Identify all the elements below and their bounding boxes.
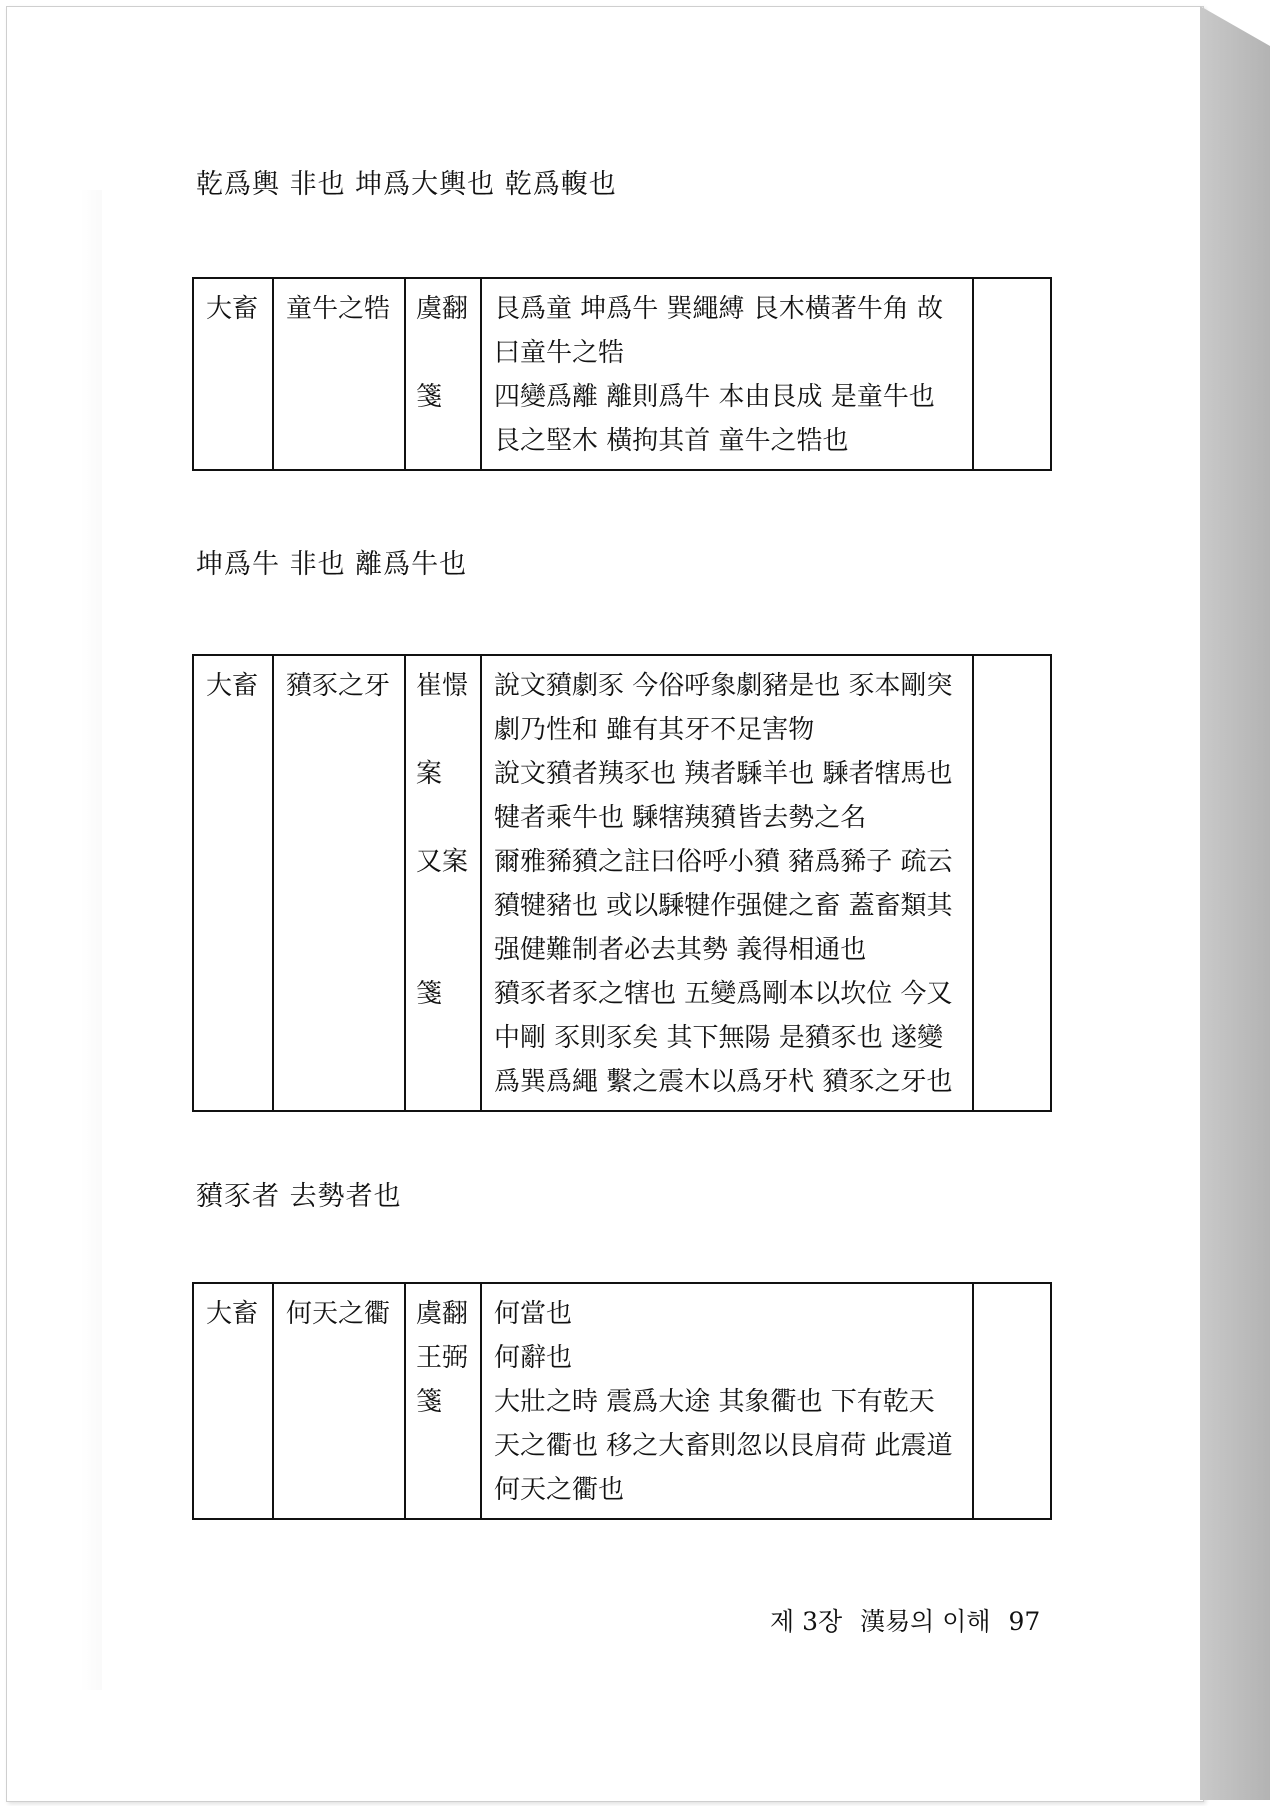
author: 虞翻 bbox=[416, 294, 469, 324]
gua-name: 大畜 bbox=[193, 278, 273, 470]
author-column bbox=[405, 278, 481, 470]
commentary-table-2 bbox=[192, 654, 1052, 1112]
author: 又案 bbox=[416, 847, 469, 877]
statement-2: 坤爲牛 非也 離爲牛也 bbox=[196, 549, 468, 580]
author: 案 bbox=[416, 759, 443, 789]
chapter-title: 漢易의 이해 bbox=[860, 1607, 991, 1636]
statement-3: 豶豕者 去勢者也 bbox=[196, 1181, 402, 1212]
author: 崔憬 bbox=[416, 671, 469, 701]
author: 箋 bbox=[416, 979, 443, 1009]
commentary-table-1 bbox=[192, 277, 1052, 471]
phrase: 何天之衢 bbox=[273, 1283, 405, 1519]
blank-column bbox=[973, 278, 1051, 470]
phrase: 童牛之牿 bbox=[273, 278, 405, 470]
blank-column bbox=[973, 1283, 1051, 1519]
chapter-label: 제 3장 bbox=[770, 1607, 843, 1636]
scan-shadow bbox=[80, 190, 102, 1690]
blank-column bbox=[973, 655, 1051, 1111]
commentary-table-3 bbox=[192, 1282, 1052, 1520]
author: 箋 bbox=[416, 382, 443, 412]
page-footer bbox=[770, 1602, 1050, 1638]
author-column bbox=[405, 1283, 481, 1519]
author: 虞翻 bbox=[416, 1299, 469, 1329]
commentary-text: 說文豶劇豕 今俗呼𧰼劇豬是也 豕本剛突 劇乃性和 雖有其牙不足害物 說文豶者羠豕也 羠者騬羊也 騬者犗馬也 犍者乘牛也 騬犗羠豶皆去勢之名 爾雅豨豶之註曰俗呼小豶 豬爲豨子 疏云 豶犍豬也 或以騬犍作强健之畜 蓋畜類其 强健難制者必去其勢 義得相通也 豶豕者豕之犗也 五變爲剛本以坎位 今又 中剛 豕則豕矣 其下無陽 是豶豕也 遂變 爲巽爲繩 繫之震木以爲牙杙 豶豕之牙也 bbox=[481, 655, 973, 1111]
statement-1: 乾爲輿 非也 坤爲大輿也 乾爲輹也 bbox=[196, 169, 617, 200]
gua-name: 大畜 bbox=[193, 1283, 273, 1519]
phrase: 豶豕之牙 bbox=[273, 655, 405, 1111]
gua-name: 大畜 bbox=[193, 655, 273, 1111]
author-column bbox=[405, 655, 481, 1111]
commentary-text: 艮爲童 坤爲牛 巽繩縛 艮木橫著牛角 故 曰童牛之牿 四變爲離 離則爲牛 本由艮成 是童牛也 艮之堅木 橫拘其首 童牛之牿也 bbox=[481, 278, 973, 470]
author: 箋 bbox=[416, 1387, 443, 1417]
page-edge bbox=[1200, 6, 1270, 1800]
commentary-text: 何當也 何辭也 大壯之時 震爲大途 其象衢也 下有乾天 天之衢也 移之大畜則忽以艮肩荷 此震道 何天之衢也 bbox=[481, 1283, 973, 1519]
page-number: 97 bbox=[1008, 1607, 1041, 1636]
author: 王弼 bbox=[416, 1343, 469, 1373]
